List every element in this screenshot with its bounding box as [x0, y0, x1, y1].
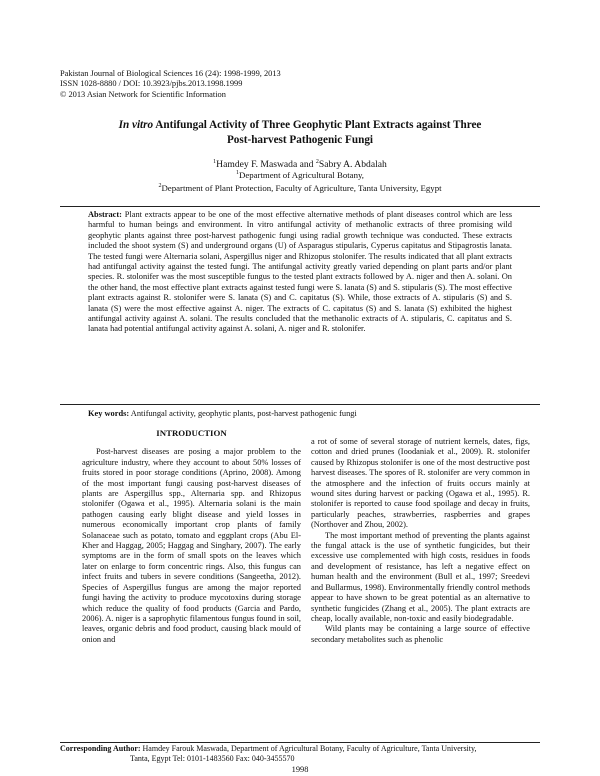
author1-name: Hamdey F. Maswada — [216, 159, 298, 171]
intro-paragraph-2: a rot of some of several storage of nutrient kernels, dates, figs, cotton and dried prunes (Ioodaniak et al., 2009). R. stolonifer caused by Rhizopus stolonifer is one of the most destructive post harvest diseases. The spores of R. stolonifer are very common in the atmosphere and the infection of fruits occurs mainly at wound sites during harvest or packing (Ogawa et al., 1995). R. stolonifer is reported to cause food spoilage and decay in fruits, particularly peaches, strawberries, raspberries and grapes (Northover and Zhou, 2002). — [311, 437, 530, 530]
abstract-top-divider — [60, 206, 540, 207]
title-line1: Antifungal Activity of Three Geophytic Plant Extracts against Three — [153, 119, 482, 131]
author2-marker: 2 — [315, 159, 319, 165]
intro-paragraph-3: The most important method of preventing the plants against the fungal attack is the use of synthetic fungicides, but their excessive use complemented with high costs, residues in foods and development of resistance, has left a negative effect on human health and the environment (Bull et al., 1997; Sreedevi and Bullarmus, 1998). Environmentally friendly control methods appear to have shown to be great potential as an alternative to synthetic fungicides (Zhang et al., 2005). The plant extracts are cheap, locally available, non-toxic and easily biodegradable. — [311, 530, 530, 623]
journal-citation: Pakistan Journal of Biological Sciences 16 (24): 1998-1999, 2013 — [60, 69, 281, 78]
keywords-block — [88, 409, 512, 419]
abstract-block — [88, 210, 512, 335]
author1-marker: 1 — [213, 159, 217, 165]
intro-paragraph-1: Post-harvest diseases are posing a major problem to the agriculture industry, where they account to about 50% losses of fruits stored in poor storage conditions (Aprino, 2008). Among of the most important fungi causing post-harvest diseases of plants are Aspergillus spp., Alternaria spp. and Rhizopus stolonifer (Ogawa et al., 1995). Alternaria solani is the main pathogen causing early blight disease and yield losses in numerous economically important crop plants of family Solanaceae such as potato, tomato and eggplant crops (Abu El-Kher and Haggag, 2005; Haggag and Singhary, 2007). The early symptoms are in the form of small spots on the leaves which later on enlarge to form concentric rings. Also, this fungus can infect fruits and tubers in severe conditions (Sangeetha, 2012). Species of Aspergillus fungus are among the major reported fungi having the activity to produce mycotoxins during storage which reduce the quality of food products (Garcia and Pardo, 2006). A. niger is a saprophytic filamentous fungus found in soil, leaves, organic debris and food product, causing black mould of onion and — [82, 447, 301, 644]
abstract-label: Abstract: — [88, 210, 122, 219]
author-separator: and — [297, 159, 316, 171]
affiliations — [60, 168, 540, 194]
abstract-text: Plant extracts appear to be one of the most effective alternative methods of plant diseases control which are less harmful to human beings and environment. In vitro antifungal activity of methanolic extracts of three promising wild geophytic plants against three post-harvest pathogenic fungi using radial growth technique was conducted. These extracts included the shoot system (S) and underground organs (U) of Asparagus stipularis, Cyperus capitatus and Stipagrostis lanata. The tested fungi were Alternaria solani, Aspergillus niger and Rhizopus stolonifer. The results indicated that all plant extracts had antifungal activity against the tested fungi. The antifungal activity greatly varied depending on plant parts and/or plant species. R. stolonifer was the most susceptible fungus to the tested plant extracts followed by A. niger and then A. solani. On the other hand, the most effective plant extracts against tested fungi were S. lanata (S) and S. stipularis (S). The most effective plant extracts against R. stolonifer were S. lanata (S) and C. capitatus (S). While, those extracts of A. stipularis (S) and S. lanata (S) were the most effective against A. niger. The extracts of C. capitatus (S) and S. lanata (S) exhibited the highest antifungal activity against A. solani. The results concluded that the methanolic extracts of A. stipularis, C. capitatus and S. lanata had potential antifungal activity against A. solani, A. niger and R. stolonifer. — [88, 210, 512, 334]
corresponding-label: Corresponding Author: — [60, 744, 141, 753]
affil2-text: Department of Plant Protection, Faculty of Agriculture, Tanta University, Egypt — [161, 183, 442, 194]
keywords-text: Antifungal activity, geophytic plants, post-harvest pathogenic fungi — [129, 409, 357, 418]
affil2-marker: 2 — [158, 183, 162, 190]
right-column — [311, 437, 530, 645]
title-line2: Post-harvest Pathogenic Fungi — [226, 133, 374, 146]
keywords-label: Key words: — [88, 409, 130, 418]
corresponding-author — [60, 744, 540, 764]
abstract-bottom-divider — [60, 404, 540, 405]
intro-paragraph-4: Wild plants may be containing a large source of effective secondary metabolites such as phenolic — [311, 624, 530, 644]
introduction-heading: INTRODUCTION — [156, 428, 227, 438]
title-italic: In vitro — [118, 119, 154, 131]
paper-title — [60, 118, 540, 147]
corresponding-contact: Tanta, Egypt Tel: 0101-1483560 Fax: 040-3455570 — [130, 754, 295, 763]
affil1-marker: 1 — [236, 170, 239, 176]
page-number: 1998 — [291, 765, 309, 774]
author2-name: Sabry A. Abdalah — [318, 159, 387, 171]
footer-divider — [60, 742, 540, 743]
journal-copyright: © 2013 Asian Network for Scientific Information — [60, 89, 226, 99]
journal-header — [60, 69, 281, 100]
left-column — [82, 428, 301, 645]
affil1-text: Department of Agricultural Botany, — [239, 169, 364, 180]
journal-issn: ISSN 1028-8880 / DOI: 10.3923/pjbs.2013.1998.1999 — [60, 79, 243, 89]
corresponding-text: Hamdey Farouk Maswada, Department of Agricultural Botany, Faculty of Agriculture, Tanta University, — [140, 744, 477, 753]
